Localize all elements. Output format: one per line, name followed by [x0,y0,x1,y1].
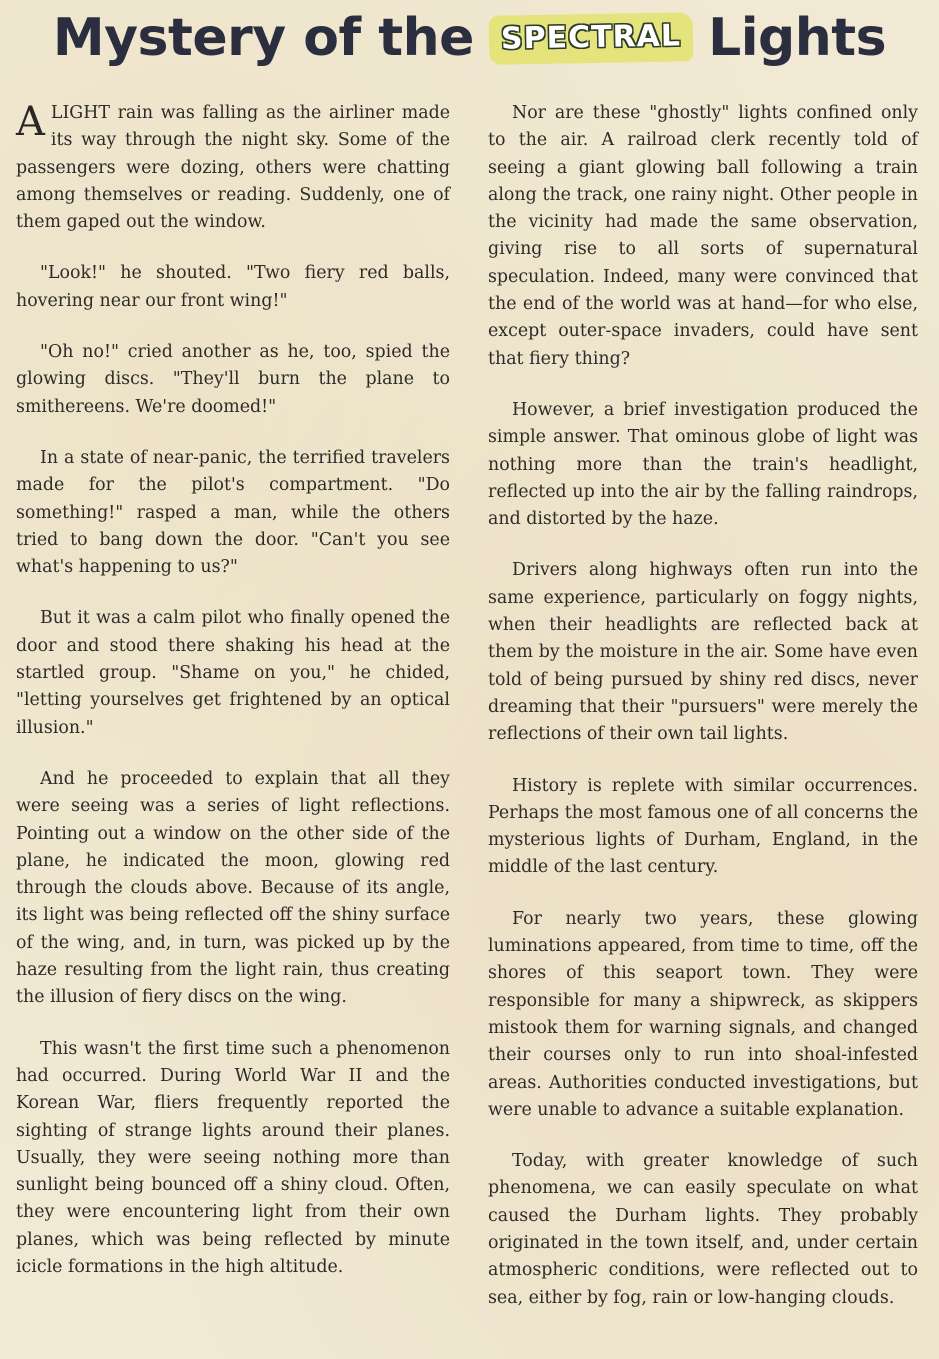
paragraph: Nor are these "ghostly" lights confined only to the air. A railroad clerk recently told of seeing a giant glowing ball following a train along the track, one rainy night. Other people in the vicinity had made the same observation, giving rise to all sorts of supernatural speculation. Indeed, many were convinced that the end of the world was at hand—for who else, except outer-space invaders, could have sent that fiery thing? [488,103,918,369]
title-highlight-spectral: SPECTRAL [489,12,694,65]
paragraph: "Look!" he shouted. "Two fiery red balls, hovering near our front wing!" [16,263,450,311]
right-column [488,100,918,1336]
title-after: Lights [708,8,887,68]
page-title [0,8,939,88]
paragraph: History is replete with similar occurrences. Perhaps the most famous one of all concerns the mysterious lights of Durham, England, in the middle of the last century. [488,775,918,878]
paragraph: Drivers along highways often run into the same experience, particularly on foggy nights, when their headlights are reflected back at them by the moisture in the air. Some have even told of being pursued by shiny red discs, never dreaming that their "pursuers" were merely the reflections of their own tail lights. [488,560,918,745]
paragraph: In a state of near-panic, the terrified travelers made for the pilot's compartment. "Do something!" rasped a man, while the others tried to bang down the door. "Can't you see what's happening to us?" [16,447,450,578]
paragraph: But it was a calm pilot who finally opened the door and stood there shaking his head at the startled group. "Shame on you," he chided, "letting yourselves get frightened by an optical illusion." [16,608,450,738]
paragraph: Today, with greater knowledge of such phenomena, we can easily speculate on what caused the Durham lights. They probably originated in the town itself, and, under certain atmospheric conditions, were reflected out to sea, either by fog, rain or low-hanging clouds. [488,1151,918,1308]
paragraph-text: LIGHT rain was falling as the airliner made its way through the night sky. Some of the passengers were dozing, others were chatting among themselves or reading. Suddenly, one of them gaped out the window. [16,103,450,233]
paragraph: However, a brief investigation produced the simple answer. That ominous globe of light was nothing more than the train's headlight, reflected up into the air by the falling raindrops, and distorted by the haze. [488,399,918,530]
paragraph: "Oh no!" cried another as he, too, spied the glowing discs. "They'll burn the plane to smithereens. We're doomed!" [16,342,450,417]
paragraph: For nearly two years, these glowing luminations appeared, from time to time, off the shores of this seaport town. They were responsible for many a shipwreck, as skippers mistook them for warning signals, and changed their courses only to run into shoal-infested areas. Authorities conducted investigations, but were unable to advance a suitable explanation. [488,908,918,1120]
left-column [16,100,450,1305]
paragraph: This wasn't the first time such a phenomenon had occurred. During World War II and the Korean War, fliers frequently reported the sighting of strange lights around their planes. Usually, they were seeing nothing more than sunlight being bounced off a shiny cloud. Often, they were encountering light from their own planes, which was being reflected by minute icicle formations in the high altitude. [16,1038,450,1277]
paragraph: And he proceeded to explain that all they were seeing was a series of light reflections. Pointing out a window on the other side of the plane, he indicated the moon, glowing red through the clouds above. Because of its angle, its light was being reflected off the shiny surface of the wing, and, in turn, was picked up by the haze resulting from the light rain, thus creating the illusion of fiery discs on the wing. [16,768,450,1008]
title-before: Mystery of the [52,8,474,68]
drop-cap: A [16,99,45,145]
paragraph [16,100,450,236]
